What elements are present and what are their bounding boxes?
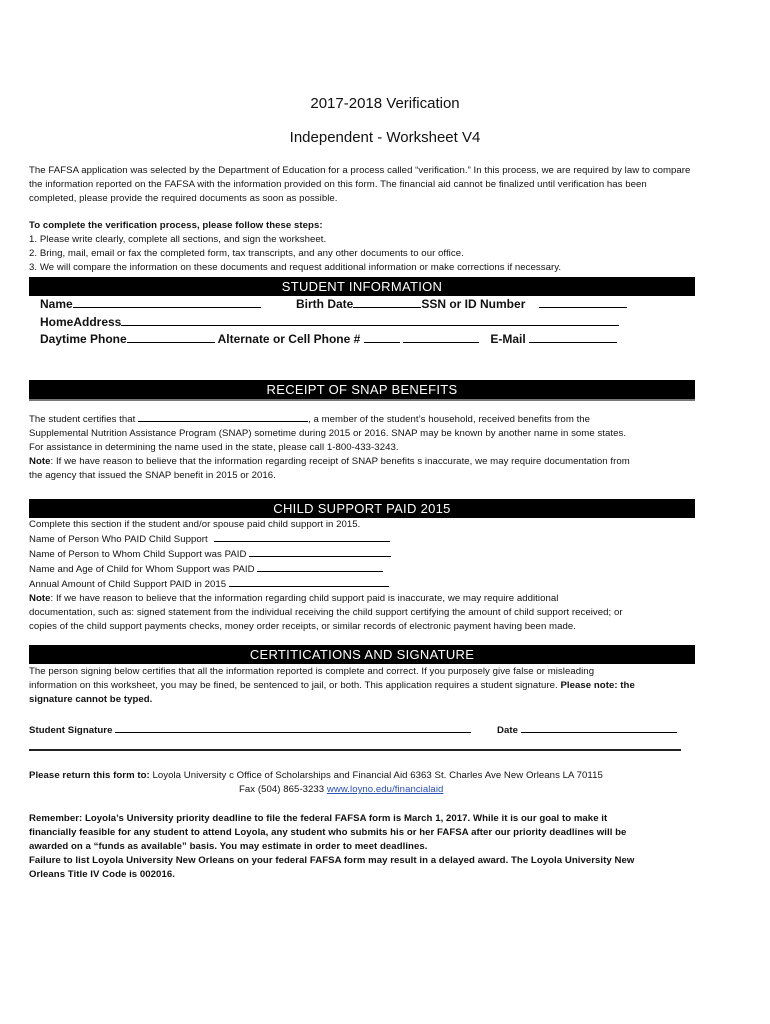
signature-label: Student Signature	[29, 725, 113, 736]
step-item: 3. We will compare the information on these documents and request additional information or make corrections if necessary.	[29, 262, 562, 273]
steps-list	[29, 233, 561, 275]
phone-row	[40, 332, 617, 346]
field-label: Name of Person Who PAID Child Support	[29, 534, 208, 545]
certification-heading: CERTITICATIONS AND SIGNATURE	[29, 645, 695, 664]
ssn-field[interactable]	[539, 297, 627, 308]
field-label: Name of Person to Whom Child Support was PAID	[29, 549, 247, 560]
snap-line	[29, 412, 749, 427]
intro-line: the information reported on the FAFSA with the information provided on this form. The financial aid cannot be finalized until verification has been	[29, 179, 647, 190]
fax-number: Fax (504) 865-3233	[239, 784, 327, 795]
child-support-field-row	[29, 577, 749, 592]
birth-ssn-row	[296, 297, 627, 311]
snap-section	[29, 412, 749, 483]
daytime-phone-label: Daytime Phone	[40, 332, 127, 346]
field-label: Name and Age of Child for Whom Support was PAID	[29, 564, 255, 575]
snap-text: , a member of the student’s household, received benefits from the	[308, 414, 591, 425]
note-text: : If we have reason to believe that the information regarding child support paid is inaccurate, we may require additional	[50, 593, 559, 604]
email-field[interactable]	[529, 332, 617, 343]
return-label: Please return this form to:	[29, 770, 150, 781]
step-item: 2. Bring, mail, email or fax the completed form, tax transcripts, and any other documents to our office.	[29, 248, 464, 259]
certification-section	[29, 665, 749, 707]
failure-line: Failure to list Loyola University New Orleans on your federal FAFSA form may result in a delayed award. The Loyola University New	[29, 855, 635, 866]
intro-line: The FAFSA application was selected by the Department of Education for a process called “verification.” In this process, we are required by law to compare	[29, 165, 691, 176]
child-support-field-row	[29, 532, 749, 547]
date-row	[497, 723, 677, 738]
failure-line: Orleans Title IV Code is 002016.	[29, 869, 175, 880]
name-field[interactable]	[73, 297, 261, 308]
home-address-field[interactable]	[121, 315, 619, 326]
return-line	[29, 769, 749, 783]
child-support-line: copies of the child support payments checks, money order receipts, or similar records of electronic payment having been made.	[29, 621, 576, 632]
note-label: Note	[29, 456, 51, 467]
page-subtitle: Independent - Worksheet V4	[289, 129, 481, 146]
name-label: Name	[40, 297, 73, 311]
divider	[29, 749, 681, 751]
snap-line	[29, 455, 749, 469]
alt-phone-number-field[interactable]	[403, 332, 479, 343]
snap-text: : If we have reason to believe that the information regarding receipt of SNAP benefits s inaccurate, we may require documentation from	[50, 456, 630, 467]
remember-section	[29, 812, 749, 882]
ssn-label: SSN or ID Number	[421, 297, 526, 311]
birth-date-field[interactable]	[353, 297, 421, 308]
address-row	[40, 315, 619, 329]
remember-line: awarded on a “funds as available” basis. You may estimate in order to meet deadlines.	[29, 841, 428, 852]
certification-line: The person signing below certifies that all the information reported is complete and correct. If you purposely give false or misleading	[29, 666, 595, 677]
intro-line: completed, please provide the required documents as soon as possible.	[29, 193, 338, 204]
birth-date-label: Birth Date	[296, 297, 354, 311]
snap-line: Supplemental Nutrition Assistance Program (SNAP) sometime during 2015 or 2016. SNAP may be known by another name in some states.	[29, 428, 627, 439]
daytime-phone-field[interactable]	[127, 332, 215, 343]
student-info-heading: STUDENT INFORMATION	[29, 277, 695, 296]
child-support-field-row	[29, 547, 749, 562]
return-address: Loyola University c Office of Scholarships and Financial Aid 6363 St. Charles Ave New Orleans LA 70115	[149, 770, 603, 781]
snap-line: the agency that issued the SNAP benefit in 2015 or 2016.	[29, 470, 276, 481]
payer-name-field[interactable]	[214, 532, 390, 542]
date-label: Date	[497, 725, 518, 736]
annual-amount-field[interactable]	[229, 577, 389, 587]
alt-phone-area-field[interactable]	[364, 332, 400, 343]
signature-row	[29, 723, 471, 738]
page-title: 2017-2018 Verification	[310, 95, 460, 112]
household-member-field[interactable]	[138, 412, 308, 422]
alt-phone-label: Alternate or Cell Phone #	[217, 332, 361, 346]
snap-line: For assistance in determining the name used in the state, please call 1-800-433-3243.	[29, 442, 399, 453]
remember-line: Remember: Loyola’s University priority deadline to file the federal FAFSA form is March 1, 2017. While it is our goal to make it	[29, 813, 608, 824]
signature-field[interactable]	[115, 723, 471, 733]
snap-heading: RECEIPT OF SNAP BENEFITS	[29, 380, 695, 399]
home-address-label: HomeAddress	[40, 315, 122, 329]
intro-section	[29, 164, 744, 206]
financial-aid-link[interactable]: www.loyno.edu/financialaid	[326, 784, 444, 795]
child-name-age-field[interactable]	[257, 562, 383, 572]
name-row	[40, 297, 261, 311]
steps-heading: To complete the verification process, please follow these steps:	[29, 220, 323, 231]
certification-emphasis: Please note: the	[560, 680, 635, 691]
note-label: Note	[29, 593, 51, 604]
child-support-line: Complete this section if the student and/or spouse paid child support in 2015.	[29, 519, 361, 530]
fax-line	[29, 783, 749, 797]
child-support-section	[29, 518, 749, 634]
snap-text: The student certifies that	[29, 414, 136, 425]
child-support-line: documentation, such as: signed statement from the individual receiving the child support certifying the amount of child support received; or	[29, 607, 623, 618]
email-label: E-Mail	[490, 332, 526, 346]
field-label: Annual Amount of Child Support PAID in 2015	[29, 579, 227, 590]
child-support-line	[29, 592, 749, 606]
certification-line	[29, 679, 749, 693]
child-support-heading: CHILD SUPPORT PAID 2015	[29, 499, 695, 518]
recipient-name-field[interactable]	[249, 547, 391, 557]
certification-line: signature cannot be typed.	[29, 694, 153, 705]
remember-line: financially feasible for any student to attend Loyola, any student who submits his or her FAFSA after our priority deadlines will be	[29, 827, 627, 838]
certification-text: information on this worksheet, you may be fined, be sentenced to jail, or both. This application requires a student signature.	[29, 680, 561, 691]
child-support-field-row	[29, 562, 749, 577]
step-item: 1. Please write clearly, complete all sections, and sign the worksheet.	[29, 234, 327, 245]
date-field[interactable]	[521, 723, 677, 733]
return-section	[29, 769, 749, 797]
